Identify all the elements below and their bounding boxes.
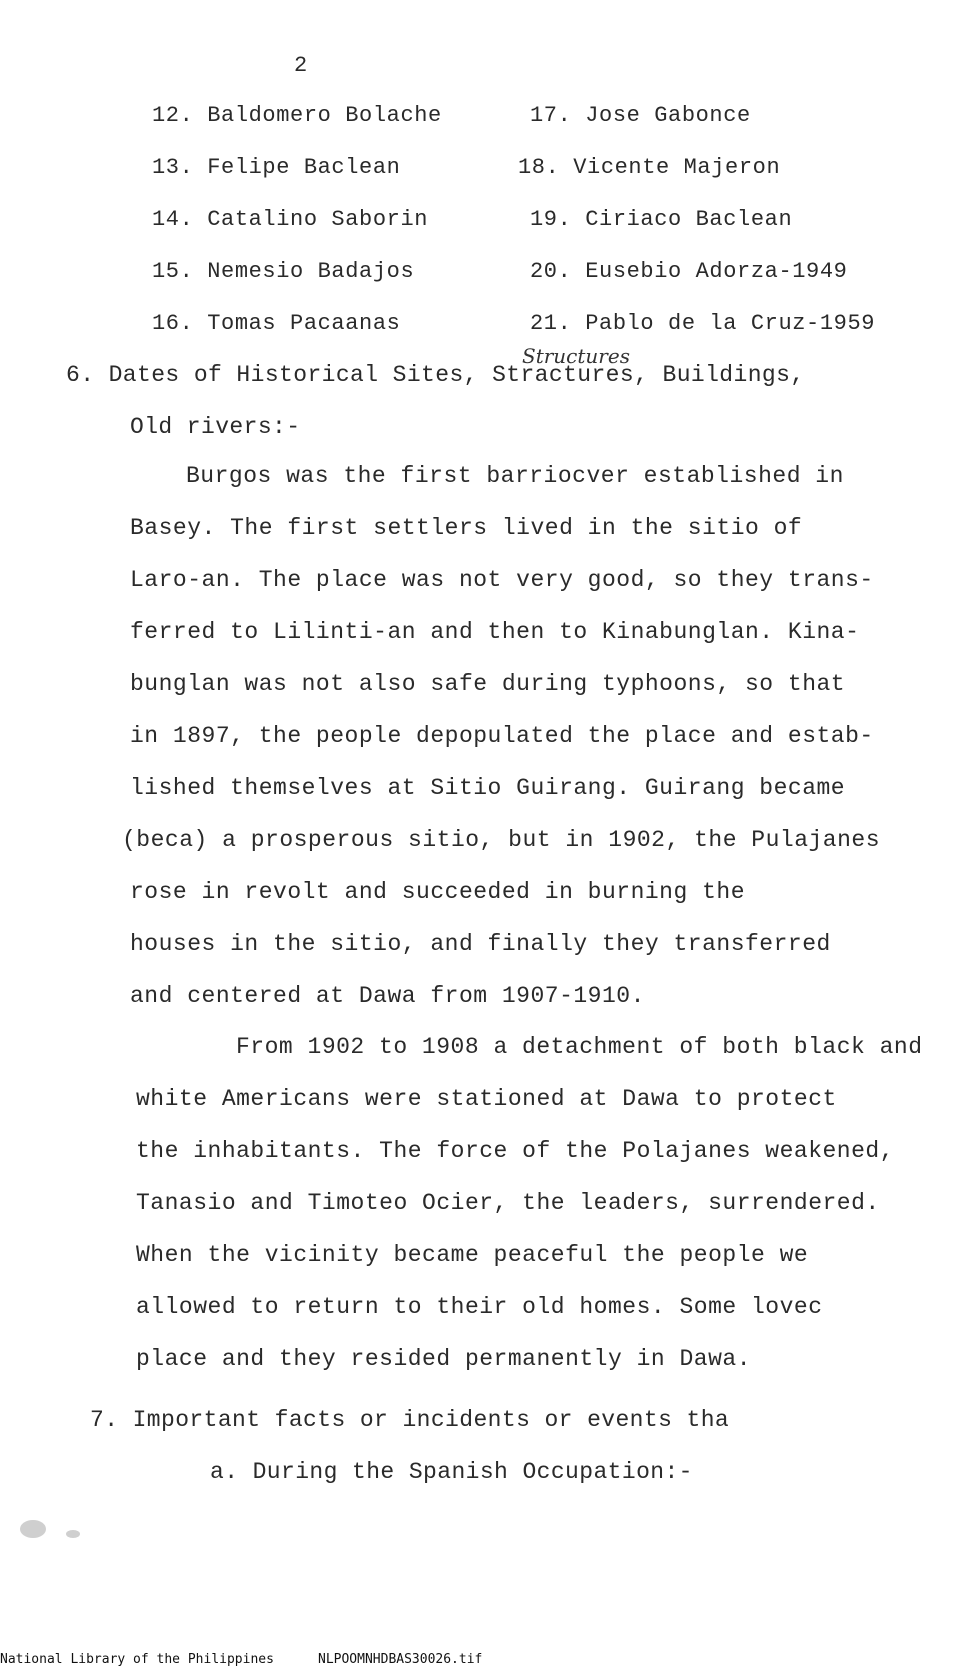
list-item: 14. Catalino Saborin [152,207,429,232]
paragraph-2-line: white Americans were stationed at Dawa to protect [136,1086,837,1112]
paragraph-1-line: Burgos was the first barriocver established in [186,463,844,489]
paragraph-2-line: place and they resided permanently in Dawa. [136,1346,751,1372]
paragraph-1-line: ferred to Lilinti-an and then to Kinabunglan. Kina- [130,619,860,645]
paragraph-2-line: Tanasio and Timoteo Ocier, the leaders, surrendered. [136,1190,880,1216]
handwritten-correction: Structures [522,344,630,368]
list-item: 15. Nemesio Badajos [152,259,415,284]
scan-smudge [66,1530,80,1538]
paragraph-1-line: rose in revolt and succeeded in burning the [130,879,745,905]
list-item: 12. Baldomero Bolache [152,103,442,128]
paragraph-2-line: When the vicinity became peaceful the people we [136,1242,809,1268]
footer-library-name: National Library of the Philippines [0,1652,274,1667]
section-7-heading: 7. Important facts or incidents or events tha [90,1407,730,1433]
paragraph-1-line: lished themselves at Sitio Guirang. Guirang became [130,775,846,801]
paragraph-1-line: Basey. The first settlers lived in the sitio of [130,515,803,541]
paragraph-1-line: houses in the sitio, and finally they transferred [130,931,831,957]
list-item: 17. Jose Gabonce [530,103,751,128]
section-6-heading-continued: Old rivers:- [130,414,301,440]
list-item: 21. Pablo de la Cruz-1959 [530,311,876,336]
list-item: 16. Tomas Pacaanas [152,311,401,336]
paragraph-1-line: and centered at Dawa from 1907-1910. [130,983,645,1009]
paragraph-2-line: the inhabitants. The force of the Polajanes weakened, [136,1138,895,1164]
paragraph-1-line: Laro-an. The place was not very good, so they trans- [130,567,874,593]
paragraph-1-line: bunglan was not also safe during typhoons, so that [130,671,846,697]
list-item: 13. Felipe Baclean [152,155,401,180]
list-item: 20. Eusebio Adorza-1949 [530,259,848,284]
footer-file-name: NLPOOMNHDBAS30026.tif [318,1652,483,1667]
paragraph-2-line: allowed to return to their old homes. Some lovec [136,1294,823,1320]
paragraph-1-line: (beca) a prosperous sitio, but in 1902, the Pulajanes [122,827,881,853]
list-item: 18. Vicente Majeron [518,155,781,180]
paragraph-2-line: From 1902 to 1908 a detachment of both black and [236,1034,923,1060]
section-7a-subheading: a. During the Spanish Occupation:- [210,1459,693,1485]
scan-smudge [20,1520,46,1538]
section-6-heading: 6. Dates of Historical Sites, Stractures, Buildings, [66,362,805,388]
list-item: 19. Ciriaco Baclean [530,207,793,232]
paragraph-1-line: in 1897, the people depopulated the place and estab- [130,723,874,749]
page-number: 2 [294,53,308,78]
